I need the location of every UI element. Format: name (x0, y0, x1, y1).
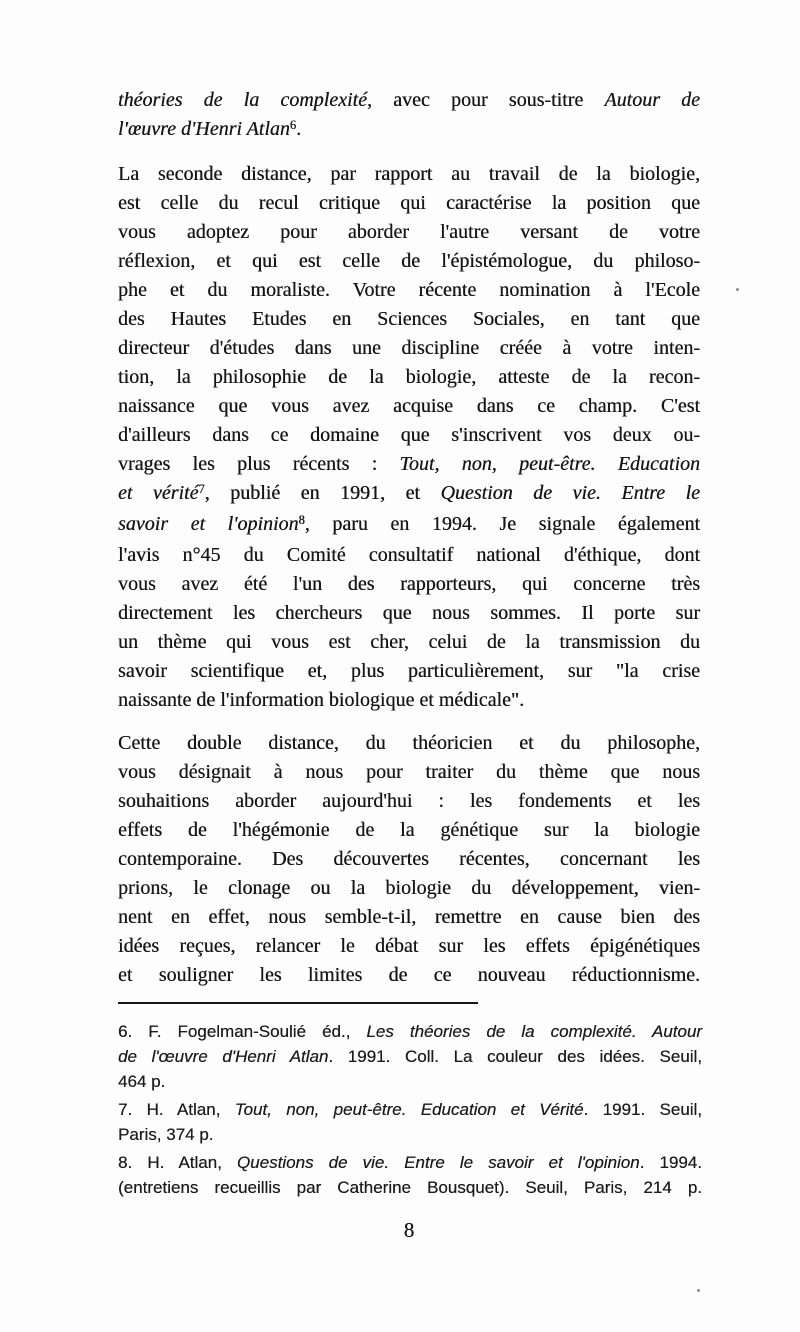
text-line (118, 729, 700, 758)
text-segment: nent en effet, nous semble-t-il, remettre en cause bien des (118, 906, 700, 928)
footnote-section (118, 1002, 702, 1200)
text-segment: La seconde distance, par rapport au travail de la biologie, (118, 163, 700, 185)
text-segment: vrages les plus récents : (118, 453, 400, 475)
scan-speck (697, 1289, 700, 1292)
text-segment: , paru en 1994. Je signale également (304, 513, 700, 535)
text-line (118, 86, 700, 115)
text-segment: vous adoptez pour aborder l'autre versant de votre (118, 221, 700, 243)
text-line (118, 1122, 702, 1147)
text-segment: naissance que vous avez acquise dans ce champ. C'est (118, 395, 700, 417)
text-line (118, 510, 700, 541)
text-segment: vous avez été l'un des rapporteurs, qui concerne très (118, 573, 700, 595)
text-segment: 7. H. Atlan, (118, 1100, 235, 1119)
text-segment: des Hautes Etudes en Sciences Sociales, en tant que (118, 308, 700, 330)
text-line (118, 758, 700, 787)
footnote-ref: 8 (298, 512, 305, 527)
text-line (118, 363, 700, 392)
text-line (118, 845, 700, 874)
footnote-list (118, 1019, 702, 1200)
text-segment: prions, le clonage ou la biologie du développement, vien- (118, 877, 700, 899)
text-line (118, 599, 700, 628)
text-segment: 6. F. Fogelman-Soulié éd., (118, 1022, 367, 1041)
text-segment: directement les chercheurs que nous sommes. Il porte sur (118, 602, 700, 624)
text-segment: , avec pour sous-titre (367, 89, 605, 111)
footnote-6 (118, 1019, 702, 1094)
text-line (118, 903, 700, 932)
text-segment: naissante de l'information biologique et médicale". (118, 689, 525, 711)
text-segment: 8. H. Atlan, (118, 1153, 237, 1172)
page-number: 8 (403, 1218, 415, 1242)
text-line (118, 334, 700, 363)
text-segment: l'avis n°45 du Comité consultatif national d'éthique, dont (118, 544, 700, 566)
text-segment: Autour de (604, 89, 700, 111)
text-segment: savoir scientifique et, plus particulièrement, sur "la crise (118, 660, 700, 682)
text-line (118, 787, 700, 816)
text-segment: phe et du moraliste. Votre récente nomination à l'Ecole (118, 279, 700, 301)
text-segment: Paris, 374 p. (118, 1125, 214, 1144)
text-line (118, 686, 700, 715)
text-segment: 464 p. (118, 1072, 166, 1091)
text-segment: effets de l'hégémonie de la génétique sur la biologie (118, 819, 700, 841)
text-segment: d'ailleurs dans ce domaine que s'inscrivent vos deux ou- (118, 424, 700, 446)
text-segment: Tout, non, peut-être. Education (399, 453, 700, 475)
footnote-ref: 7 (198, 481, 205, 496)
text-segment: réflexion, et qui est celle de l'épistémologue, du philoso- (118, 250, 700, 272)
text-segment: théories de la complexité (118, 89, 367, 111)
text-line (118, 816, 700, 845)
text-line (118, 450, 700, 479)
text-segment: directeur d'études dans une discipline créée à votre inten- (118, 337, 700, 359)
text-segment: est celle du recul critique qui caractérise la position que (118, 192, 700, 214)
text-segment: Cette double distance, du théoricien et du philosophe, (118, 732, 700, 754)
text-line (118, 1150, 702, 1175)
text-segment: , publié en 1991, et (204, 482, 441, 504)
text-segment: un thème qui vous est cher, celui de la transmission du (118, 631, 700, 653)
scan-speck (736, 288, 739, 291)
text-segment: . 1991. Seuil, (583, 1100, 702, 1119)
text-segment: Questions de vie. Entre le savoir et l'opinion (236, 1153, 640, 1172)
text-line (118, 160, 700, 189)
text-line (118, 1097, 702, 1122)
para-intro (118, 86, 700, 146)
text-segment: Tout, non, peut-être. Education et Vérité (234, 1100, 584, 1119)
text-line (118, 1069, 702, 1094)
text-line (118, 1175, 702, 1200)
text-line (118, 541, 700, 570)
text-segment: . (296, 118, 302, 140)
text-segment: et souligner les limites de ce nouveau réductionnisme. (118, 964, 700, 986)
text-line (118, 392, 700, 421)
text-segment: contemporaine. Des découvertes récentes, concernant les (118, 848, 700, 870)
text-segment: vous désignait à nous pour traiter du thème que nous (118, 761, 700, 783)
text-segment: idées reçues, relancer le débat sur les effets épigénétiques (118, 935, 700, 957)
footnote-7 (118, 1097, 702, 1147)
text-segment: (entretiens recueillis par Catherine Bousquet). Seuil, Paris, 214 p. (118, 1178, 702, 1197)
text-line (118, 1019, 702, 1044)
text-line (118, 247, 700, 276)
text-segment: Les théories de la complexité. Autour (366, 1022, 702, 1041)
text-segment: et vérité (118, 482, 199, 504)
text-line (118, 305, 700, 334)
text-segment: . 1991. Coll. La couleur des idées. Seuil, (328, 1047, 702, 1066)
text-line (118, 932, 700, 961)
text-segment: de l'œuvre d'Henri Atlan (118, 1047, 329, 1066)
text-line (118, 628, 700, 657)
text-segment: tion, la philosophie de la biologie, atteste de la recon- (118, 366, 700, 388)
text-segment: Question de vie. Entre le (440, 482, 700, 504)
text-segment: l'œuvre d'Henri Atlan (118, 118, 290, 140)
para-double-distance (118, 729, 700, 990)
text-line (118, 115, 700, 146)
footnote-separator (118, 1002, 478, 1004)
text-line (118, 479, 700, 510)
text-segment: souhaitions aborder aujourd'hui : les fondements et les (118, 790, 700, 812)
para-seconde-distance (118, 160, 700, 715)
text-line (118, 276, 700, 305)
footnote-8 (118, 1150, 702, 1200)
text-line (118, 961, 700, 990)
text-line (118, 570, 700, 599)
footnote-ref: 6 (289, 117, 297, 132)
text-segment: savoir et l'opinion (118, 513, 299, 535)
text-line (118, 421, 700, 450)
text-line (118, 189, 700, 218)
body-text (118, 86, 700, 990)
text-line (118, 874, 700, 903)
text-segment: . 1994. (639, 1153, 702, 1172)
text-line (118, 1044, 702, 1069)
text-line (118, 218, 700, 247)
text-line (118, 657, 700, 686)
